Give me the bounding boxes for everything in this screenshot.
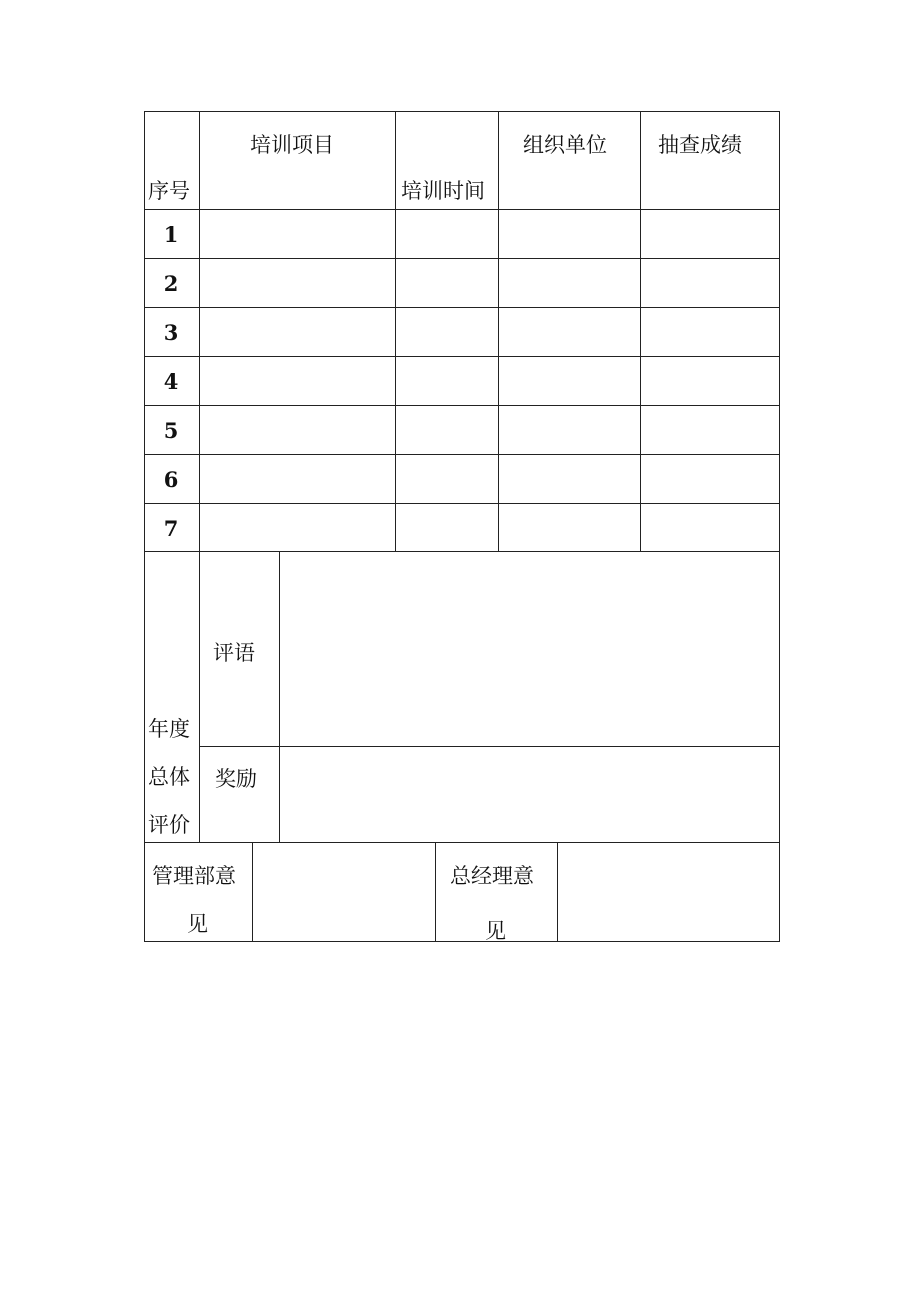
header-project: 培训项目 [250, 133, 334, 157]
time-cell[interactable] [396, 210, 498, 258]
gm-opinion-field[interactable] [558, 843, 779, 941]
organizer-cell[interactable] [499, 210, 640, 258]
row-number: 5 [163, 418, 179, 443]
header-time: 培训时间 [401, 179, 485, 203]
row-number: 7 [163, 516, 179, 541]
annual-eval-label-2: 总体 [148, 765, 190, 789]
mgmt-opinion-field[interactable] [253, 843, 435, 941]
row-number: 3 [163, 320, 179, 345]
gm-opinion-label-2-clip [436, 911, 557, 941]
header-serial: 序号 [148, 179, 190, 203]
project-cell[interactable] [200, 210, 395, 258]
row-number: 2 [163, 271, 179, 296]
reward-field[interactable] [280, 747, 779, 842]
row-number: 6 [163, 467, 179, 492]
training-record-form [144, 111, 780, 942]
comment-label: 评语 [213, 641, 255, 665]
row-number: 1 [163, 222, 179, 247]
annual-eval-label-1: 年度 [148, 717, 190, 741]
gm-opinion-label-2: 见 [485, 919, 506, 941]
mgmt-opinion-label-2: 见 [187, 912, 208, 936]
score-cell[interactable] [641, 210, 779, 258]
comment-field[interactable] [280, 552, 779, 746]
header-score: 抽查成绩 [658, 133, 742, 157]
gm-opinion-label-1: 总经理意 [450, 864, 534, 888]
header-organizer: 组织单位 [523, 133, 607, 157]
row-number: 4 [163, 369, 179, 394]
mgmt-opinion-label-1: 管理部意 [152, 864, 236, 888]
annual-eval-label-3: 评价 [148, 813, 190, 837]
reward-label: 奖励 [215, 767, 257, 791]
